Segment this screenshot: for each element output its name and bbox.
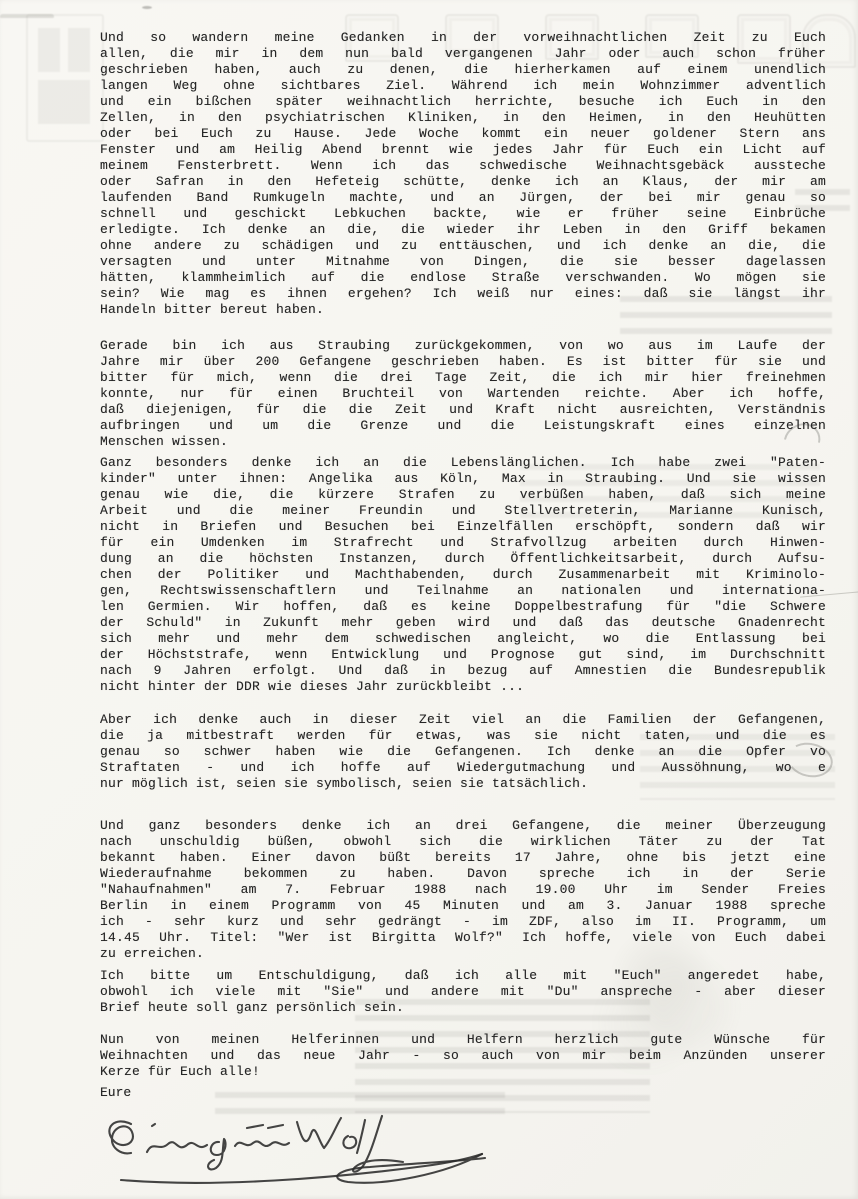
letter-line: nach unschuldig büßen, obwohl sich die wirklichen Täter zu der Tat (100, 834, 826, 849)
letter-line: "Nahaufnahmen" am 7. Februar 1988 nach 19.00 Uhr im Sender Freies (100, 882, 826, 897)
letter-line: bitter für mich, wenn die drei Tage Zeit, die ich mir hier freinehmen (100, 370, 826, 385)
letter-line: Wiederaufnahme bekommen zu haben. Davon spreche ich in der Serie (100, 866, 826, 881)
letter-line: dung an die höchsten Instanzen, durch Öffentlichkeitsarbeit, durch Aufsu- (100, 551, 826, 566)
letter-line: kinder" unter ihnen: Angelika aus Köln, Max in Straubing. Und sie wissen (100, 471, 826, 486)
letter-line: nicht hinter der DDR wie dieses Jahr zurückbleibt ... (100, 679, 525, 694)
letter-line: Weihnachten und das neue Jahr - so auch von mir beim Anzünden unserer (100, 1048, 826, 1063)
letter-line: ich - sehr kurz und sehr gedrängt - im ZDF, also im II. Programm, um (100, 914, 826, 929)
paragraph (100, 455, 826, 695)
letter-line: oder bei Euch zu Hause. Jede Woche kommt ein neuer goldener Stern ans (100, 126, 826, 141)
letter-line: len Germien. Wir hoffen, daß es keine Doppelbestrafung für "die Schwere (100, 599, 826, 614)
letter-line: Kerze für Euch alle! (100, 1064, 261, 1079)
letter-line: Arbeit und die meiner Freundin und Stellvertreterin, Marianne Kunisch, (100, 503, 826, 518)
bleedthrough-window-drawing (0, 14, 54, 18)
letter-line: aufbringen und um die Grenze und die Leistungskraft eines einzelnen (100, 418, 826, 433)
letter-line: und ein bißchen später weihnachtlich herrichte, besuche ich Euch in den (100, 94, 826, 109)
paragraph (100, 712, 826, 792)
letter-line: Straftaten - und ich hoffe auf Wiedergutmachung und Aussöhnung, wo e (100, 760, 826, 775)
signature (85, 1108, 555, 1197)
letter-line: sein? Wie mag es ihnen ergehen? Ich weiß nur eines: daß sie längst ihr (100, 286, 826, 301)
letter-line: Und so wandern meine Gedanken in der vorweihnachtlichen Zeit zu Euch (100, 30, 826, 45)
letter-line: obwohl ich viele mit "Sie" und andere mit "Du" anspreche - aber dieser (100, 984, 826, 999)
letter-line: Berlin in einem Programm von 45 Minuten und am 3. Januar 1988 spreche (100, 898, 826, 913)
letter-line: laufenden Band Rumkugeln machte, und an Jürgen, der bei mir genau so (100, 190, 826, 205)
letter-line: allen, die mir in dem nun bald vergangenen Jahr oder auch schon früher (100, 46, 826, 61)
letter-line: nur möglich ist, seien sie symbolisch, seien sie tatsächlich. (100, 776, 589, 791)
letter-line: Ich bitte um Entschuldigung, daß ich alle mit "Euch" angeredet habe, (100, 968, 826, 983)
letter-line: Menschen wissen. (100, 434, 229, 449)
letter-line: chen der Politiker und Machthabenden, durch Zusammenarbeit mit Kriminolo- (100, 567, 826, 582)
letter-line: geschrieben haben, auch zu denen, die hierherkamen auf einem unendlich (100, 62, 826, 77)
letter-line: erledigte. Ich denke an die, die wieder ihr Leben in den Griff bekamen (100, 222, 826, 237)
letter-line: sich mehr und mehr dem schwedischen angleicht, wo die Entlassung bei (100, 631, 826, 646)
letter-line: daß diejenigen, für die die Zeit und Kraft nicht ausreichten, Verständnis (100, 402, 826, 417)
letter-line: Und ganz besonders denke ich an drei Gefangene, die meiner Überzeugung (100, 818, 826, 833)
letter-line: langen Weg ohne sichtbares Ziel. Während ich mein Wohnzimmer adventlich (100, 78, 826, 93)
letter-line: ohne andere zu schädigen und zu enttäuschen, und ich denke an die, die (100, 238, 826, 253)
letter-line: oder Safran in den Hefeteig schütte, denke ich an Klaus, der mir am (100, 174, 826, 189)
letter-line: hätten, klammheimlich auf die endlose Straße verschwanden. Wo mögen sie (100, 270, 826, 285)
letter-line: der Höchststrafe, wenn Entwicklung und Prognose gut sind, im Durchschnitt (100, 647, 826, 662)
letter-line: nach 9 Jahren erfolgt. Und daß in bezug auf Amnestien die Bundesrepublik (100, 663, 826, 678)
bleedthrough-window-drawing (0, 14, 54, 18)
letter-line: gen, Rechtswissenschaftlern und Teilnahme an nationalen und internationa- (100, 583, 826, 598)
letter-line: nicht in Briefen und Besuchen bei Einzelfällen erschöpft, sondern daß wir (100, 519, 826, 534)
letter-line: Aber ich denke auch in dieser Zeit viel an die Familien der Gefangenen, (100, 712, 826, 727)
paragraph (100, 968, 826, 1016)
letter-line: Ganz besonders denke ich an die Lebenslänglichen. Ich habe zwei "Paten- (100, 455, 826, 470)
letter-line: Nun von meinen Helferinnen und Helfern herzlich gute Wünsche für (100, 1032, 826, 1047)
letter-line: bekannt haben. Einer davon büßt bereits 17 Jahre, ohne bis jetzt eine (100, 850, 826, 865)
paragraph (100, 1032, 826, 1080)
letter-line: versagten und unter Mitnahme von Dingen, die sie besser dagelassen (100, 254, 826, 269)
paragraph (100, 338, 826, 450)
letter-line: der Schuld" in Zukunft mehr geben wird und daß das deutsche Gnadenrecht (100, 615, 826, 630)
letter-line: 14.45 Uhr. Titel: "Wer ist Birgitta Wolf?" Ich hoffe, viele von Euch dabei (100, 930, 826, 945)
letter-line: für ein Umdenken im Strafrecht und Strafvollzug arbeiten durch Hinwen- (100, 535, 826, 550)
letter-line: Fenster und am Heilig Abend brennt wie jedes Jahr für Euch ein Licht auf (100, 142, 826, 157)
letter-line: genau wie die, die kürzere Strafen zu verbüßen haben, daß sich meine (100, 487, 826, 502)
paragraph (100, 30, 826, 318)
letter-line: Gerade bin ich aus Straubing zurückgekommen, von wo aus im Laufe der (100, 338, 826, 353)
signature-drawing (85, 1108, 555, 1197)
letter-line: konnte, nur für einen Bruchteil von Wartenden reichte. Aber ich hoffe, (100, 386, 826, 401)
letter-line: Handeln bitter bereut haben. (100, 302, 325, 317)
letter-line: Zellen, in den psychiatrischen Kliniken, in den Heimen, in den Heuhütten (100, 110, 826, 125)
paragraph (100, 818, 826, 962)
letter-line: genau so schwer haben wie die Gefangenen. Ich denke an die Opfer vo (100, 744, 826, 759)
bleedthrough-door-drawing (26, 14, 104, 142)
letter-line: die ja mitbestraft werden für etwas, was sie nicht taten, und die es (100, 728, 826, 743)
letter-line: meinem Fensterbrett. Wenn ich das schwedische Weihnachtsgebäck aussteche (100, 158, 826, 173)
letter-line: zu erreichen. (100, 946, 205, 961)
letter-line: schnell und geschickt Lebkuchen backte, wie er früher seine Einbrüche (100, 206, 826, 221)
letter-closing: Eure (100, 1085, 132, 1100)
letter-body (100, 0, 826, 1199)
letter-line: Brief heute soll ganz persönlich sein. (100, 1000, 405, 1015)
letter-line: Jahre mir über 200 Gefangene geschrieben haben. Es ist bitter für sie und (100, 354, 826, 369)
